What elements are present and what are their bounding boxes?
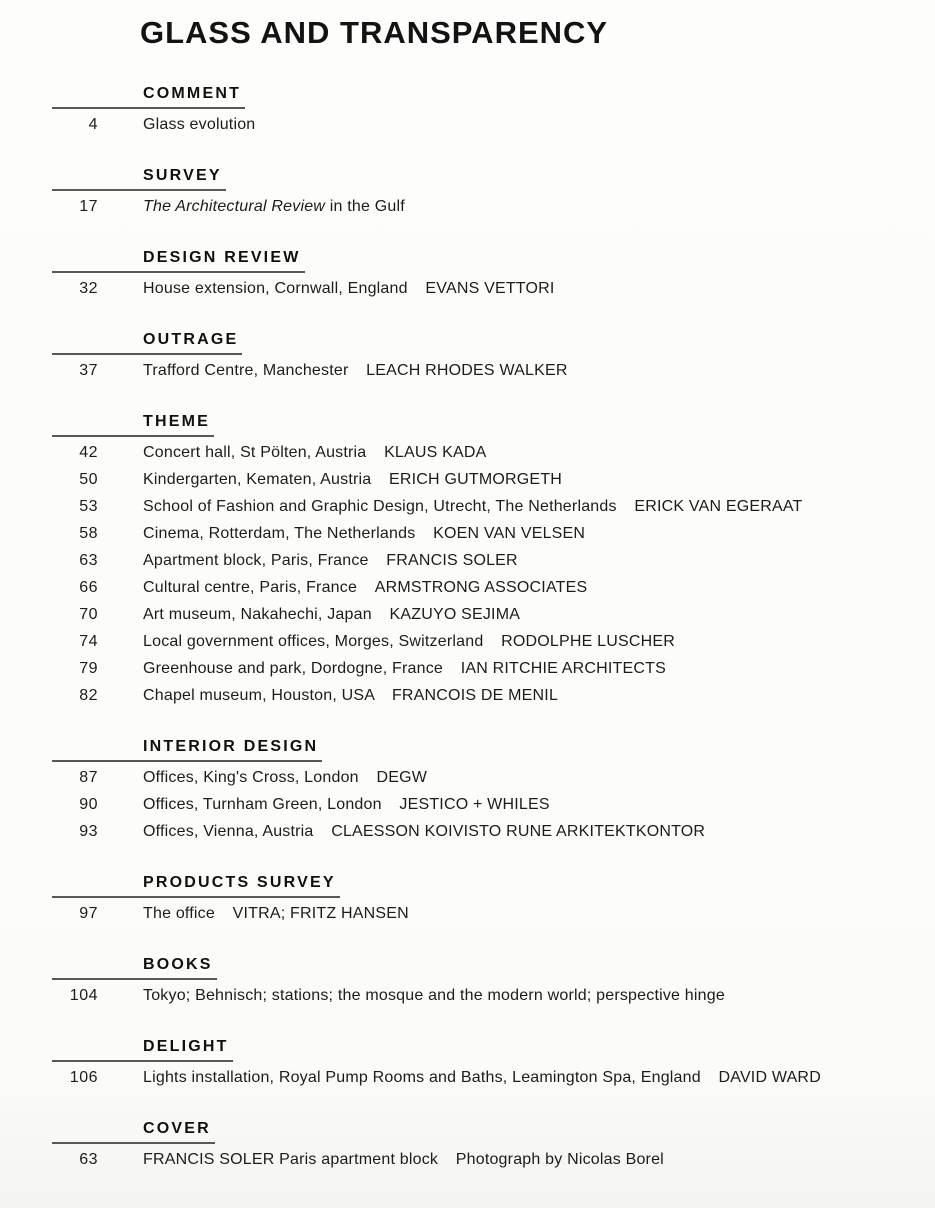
section-entries bbox=[52, 439, 935, 709]
entry-credit: CLAESSON KOIVISTO RUNE ARKITEKTKONTOR bbox=[331, 823, 706, 840]
toc-entry bbox=[52, 764, 935, 791]
entry-credit: FRANCOIS DE MENIL bbox=[391, 687, 559, 704]
entry-title: Kindergarten, Kematen, Austria bbox=[143, 471, 372, 488]
page-number: 79 bbox=[79, 660, 98, 677]
toc-entry bbox=[52, 466, 935, 493]
entry-credit: LEACH RHODES WALKER bbox=[366, 362, 568, 379]
section-entries bbox=[52, 764, 935, 845]
section-heading bbox=[52, 331, 242, 355]
entry-title: in the Gulf bbox=[329, 198, 405, 215]
entry-text bbox=[143, 818, 705, 845]
section-entries bbox=[52, 193, 935, 220]
page-number: 90 bbox=[79, 796, 98, 813]
entry-text bbox=[143, 764, 427, 791]
entry-text bbox=[143, 111, 255, 138]
entry-credit: VITRA; FRITZ HANSEN bbox=[232, 905, 409, 922]
page-number: 42 bbox=[79, 444, 98, 461]
section-heading bbox=[52, 1038, 233, 1062]
section-heading bbox=[52, 738, 322, 762]
entry-credit: KAZUYO SEJIMA bbox=[389, 606, 521, 623]
section-heading-label: SURVEY bbox=[143, 167, 222, 184]
page-number: 97 bbox=[79, 905, 98, 922]
page-number: 70 bbox=[79, 606, 98, 623]
section-heading bbox=[52, 956, 217, 980]
page-number: 32 bbox=[79, 280, 98, 297]
page-number: 63 bbox=[79, 552, 98, 569]
entry-credit: KLAUS KADA bbox=[384, 444, 487, 461]
section-heading-label: COMMENT bbox=[143, 85, 242, 102]
entry-text bbox=[143, 982, 725, 1009]
section-heading bbox=[52, 249, 305, 273]
entry-credit: FRANCIS SOLER bbox=[386, 552, 518, 569]
page-number: 37 bbox=[79, 362, 98, 379]
entry-title: Art museum, Nakahechi, Japan bbox=[143, 606, 372, 623]
toc-entry bbox=[52, 111, 935, 138]
page-number: 50 bbox=[79, 471, 98, 488]
page-number: 104 bbox=[69, 987, 98, 1004]
entry-credit: RODOLPHE LUSCHER bbox=[501, 633, 675, 650]
entry-text bbox=[143, 574, 587, 601]
entry-text bbox=[143, 357, 568, 384]
entry-text bbox=[143, 466, 562, 493]
section-entries bbox=[52, 111, 935, 138]
page-number: 58 bbox=[79, 525, 98, 542]
section-heading bbox=[52, 413, 214, 437]
section-heading-label: PRODUCTS SURVEY bbox=[143, 874, 336, 891]
entry-title: Cultural centre, Paris, France bbox=[143, 579, 358, 596]
entry-credit: ERICK VAN EGERAAT bbox=[634, 498, 803, 515]
toc-section bbox=[52, 1120, 935, 1173]
entry-title: Tokyo; Behnisch; stations; the mosque and the modern world; perspective hinge bbox=[143, 987, 725, 1004]
section-entries bbox=[52, 1146, 935, 1173]
toc-entry bbox=[52, 1146, 935, 1173]
toc-entry bbox=[52, 628, 935, 655]
page-number: 53 bbox=[79, 498, 98, 515]
section-heading-label: BOOKS bbox=[143, 956, 213, 973]
page-number: 82 bbox=[79, 687, 98, 704]
entry-credit: KOEN VAN VELSEN bbox=[433, 525, 586, 542]
section-entries bbox=[52, 982, 935, 1009]
entry-text bbox=[143, 193, 405, 220]
toc-section bbox=[52, 956, 935, 1009]
entry-title: Local government offices, Morges, Switzerland bbox=[143, 633, 484, 650]
entry-text bbox=[143, 900, 409, 927]
entry-text bbox=[143, 275, 555, 302]
section-heading bbox=[52, 85, 245, 109]
toc-entry bbox=[52, 818, 935, 845]
toc-entry bbox=[52, 574, 935, 601]
toc-section bbox=[52, 249, 935, 302]
entry-title: Apartment block, Paris, France bbox=[143, 552, 369, 569]
entry-credit: JESTICO + WHILES bbox=[399, 796, 550, 813]
entry-text bbox=[143, 655, 666, 682]
toc-section bbox=[52, 331, 935, 384]
section-entries bbox=[52, 900, 935, 927]
entry-title: Offices, Turnham Green, London bbox=[143, 796, 382, 813]
entry-title: Glass evolution bbox=[143, 116, 256, 133]
entry-title: Cinema, Rotterdam, The Netherlands bbox=[143, 525, 416, 542]
section-heading-label: OUTRAGE bbox=[143, 331, 239, 348]
toc-entry bbox=[52, 1064, 935, 1091]
entry-text bbox=[143, 791, 550, 818]
page-title: GLASS AND TRANSPARENCY bbox=[140, 15, 609, 50]
entry-title: House extension, Cornwall, England bbox=[143, 280, 408, 297]
entry-text bbox=[143, 520, 585, 547]
toc-section bbox=[52, 85, 935, 138]
entry-title: Trafford Centre, Manchester bbox=[143, 362, 349, 379]
entry-credit: ARMSTRONG ASSOCIATES bbox=[374, 579, 588, 596]
page-number: 17 bbox=[79, 198, 98, 215]
entry-text bbox=[143, 682, 558, 709]
entry-credit: DAVID WARD bbox=[718, 1069, 821, 1086]
entry-text bbox=[143, 628, 675, 655]
section-heading-label: COVER bbox=[143, 1120, 211, 1137]
entry-text bbox=[143, 439, 487, 466]
section-entries bbox=[52, 1064, 935, 1091]
section-heading bbox=[52, 1120, 215, 1144]
toc-entry bbox=[52, 682, 935, 709]
entry-title: Offices, King's Cross, London bbox=[143, 769, 359, 786]
entry-title: FRANCIS SOLER Paris apartment block bbox=[143, 1151, 439, 1168]
page-number: 63 bbox=[79, 1151, 98, 1168]
section-heading bbox=[52, 167, 226, 191]
section-heading-label: THEME bbox=[143, 413, 210, 430]
entry-credit: IAN RITCHIE ARCHITECTS bbox=[460, 660, 666, 677]
section-heading bbox=[52, 874, 340, 898]
toc-entry bbox=[52, 900, 935, 927]
entry-title: Offices, Vienna, Austria bbox=[143, 823, 314, 840]
entry-title: School of Fashion and Graphic Design, Utrecht, The Netherlands bbox=[143, 498, 617, 515]
page-number: 74 bbox=[79, 633, 98, 650]
toc-entry bbox=[52, 493, 935, 520]
entry-title-italic: The Architectural Review bbox=[143, 198, 326, 215]
toc-entry bbox=[52, 193, 935, 220]
page-number: 4 bbox=[88, 116, 98, 133]
entry-text bbox=[143, 547, 518, 574]
section-heading-label: DESIGN REVIEW bbox=[143, 249, 301, 266]
entry-credit: EVANS VETTORI bbox=[425, 280, 555, 297]
toc-section bbox=[52, 167, 935, 220]
toc-entry bbox=[52, 520, 935, 547]
entry-title: Lights installation, Royal Pump Rooms and Baths, Leamington Spa, England bbox=[143, 1069, 701, 1086]
toc-section bbox=[52, 874, 935, 927]
entry-credit: ERICH GUTMORGETH bbox=[389, 471, 562, 488]
toc-entry bbox=[52, 357, 935, 384]
entry-title: Greenhouse and park, Dordogne, France bbox=[143, 660, 444, 677]
contents bbox=[52, 85, 935, 1173]
toc-section bbox=[52, 1038, 935, 1091]
entry-text bbox=[143, 493, 803, 520]
toc-entry bbox=[52, 982, 935, 1009]
entry-credit: DEGW bbox=[376, 769, 428, 786]
toc-section bbox=[52, 738, 935, 845]
section-entries bbox=[52, 275, 935, 302]
entry-credit: Photograph by Nicolas Borel bbox=[455, 1151, 664, 1168]
section-heading-label: DELIGHT bbox=[143, 1038, 229, 1055]
page-number: 66 bbox=[79, 579, 98, 596]
toc-entry bbox=[52, 275, 935, 302]
entry-title: The office bbox=[143, 905, 215, 922]
entry-text bbox=[143, 1064, 821, 1091]
entry-title: Chapel museum, Houston, USA bbox=[143, 687, 375, 704]
toc-entry bbox=[52, 655, 935, 682]
entry-text bbox=[143, 1146, 664, 1173]
page-number: 106 bbox=[69, 1069, 98, 1086]
entry-title: Concert hall, St Pölten, Austria bbox=[143, 444, 367, 461]
toc-entry bbox=[52, 601, 935, 628]
page-number: 93 bbox=[79, 823, 98, 840]
section-entries bbox=[52, 357, 935, 384]
toc-section bbox=[52, 413, 935, 709]
toc-entry bbox=[52, 547, 935, 574]
entry-text bbox=[143, 601, 520, 628]
section-heading-label: INTERIOR DESIGN bbox=[143, 738, 319, 755]
toc-entry bbox=[52, 791, 935, 818]
page-number: 87 bbox=[79, 769, 98, 786]
toc-entry bbox=[52, 439, 935, 466]
